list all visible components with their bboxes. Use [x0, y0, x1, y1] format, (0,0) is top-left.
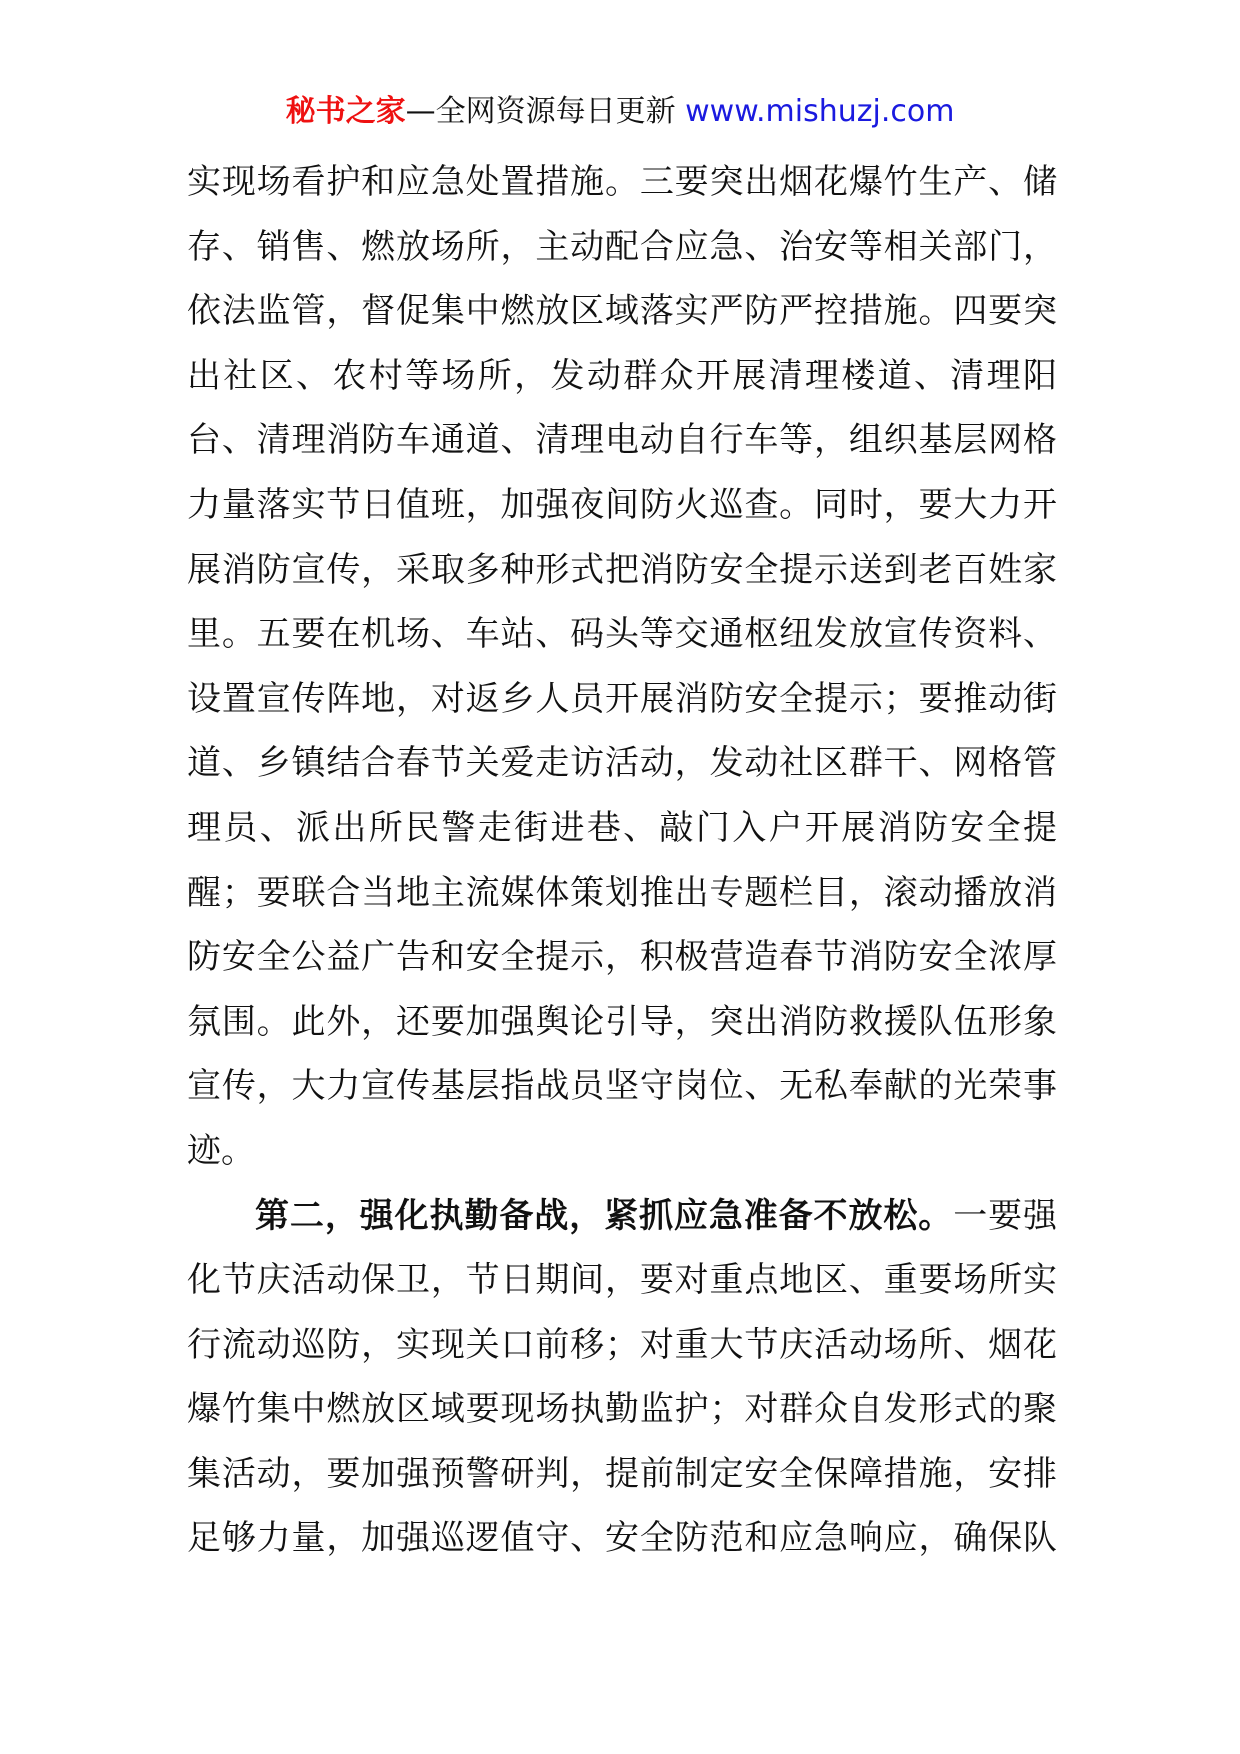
text-line: 宣传，大力宣传基层指战员坚守岗位、无私奉献的光荣事 [187, 1066, 1057, 1107]
text-line: 实现场看护和应急处置措施。三要突出烟花爆竹生产、储 [187, 162, 1057, 202]
site-header [0, 92, 1240, 132]
text-line: 化节庆活动保卫，节日期间，要对重点地区、重要场所实 [187, 1260, 1057, 1301]
text-line: 道、乡镇结合春节关爱走访活动，发动社区群干、网格管 [187, 743, 1057, 784]
text-line: 展消防宣传，采取多种形式把消防安全提示送到老百姓家 [187, 549, 1057, 590]
text-line: 出社区、农村等场所，发动群众开展清理楼道、清理阳 [187, 355, 1057, 396]
text-line: 设置宣传阵地，对返乡人员开展消防安全提示；要推动街 [187, 678, 1057, 719]
text-line: 行流动巡防，实现关口前移；对重大节庆活动场所、烟花 [187, 1324, 1057, 1365]
text-line: 氛围。此外，还要加强舆论引导，突出消防救援队伍形象 [187, 1001, 1057, 1042]
text-line: 理员、派出所民警走街进巷、敲门入户开展消防安全提 [187, 807, 1057, 848]
site-url-link[interactable]: www.mishuzj.com [685, 94, 955, 129]
text-line: 足够力量，加强巡逻值守、安全防范和应急响应，确保队 [187, 1518, 1057, 1559]
text-run: 一要强 [953, 1195, 1058, 1236]
document-body [187, 150, 1057, 1571]
text-line: 防安全公益广告和安全提示，积极营造春节消防安全浓厚 [187, 937, 1057, 978]
text-line: 台、清理消防车通道、清理电动自行车等，组织基层网格 [187, 420, 1057, 461]
text-line: 醒；要联合当地主流媒体策划推出专题栏目，滚动播放消 [187, 872, 1057, 913]
paragraph-2 [187, 1184, 1057, 1572]
paragraph-1 [187, 150, 1057, 1184]
text-line: 迹。 [187, 1130, 255, 1171]
text-line: 集活动，要加强预警研判，提前制定安全保障措施，安排 [187, 1453, 1057, 1494]
text-line: 里。五要在机场、车站、码头等交通枢纽发放宣传资料、 [187, 614, 1057, 655]
text-line: 爆竹集中燃放区域要现场执勤监护；对群众自发形式的聚 [187, 1389, 1057, 1430]
paragraph-2-first-line [187, 1184, 1057, 1249]
site-brand: 秘书之家 [285, 94, 406, 129]
text-line: 存、销售、燃放场所，主动配合应急、治安等相关部门， [187, 226, 1057, 267]
section-heading: 第二，强化执勤备战，紧抓应急准备不放松。 [255, 1195, 954, 1236]
site-tagline: —全网资源每日更新 [405, 94, 676, 129]
text-line: 依法监管，督促集中燃放区域落实严防严控措施。四要突 [187, 291, 1057, 332]
text-line: 力量落实节日值班，加强夜间防火巡查。同时，要大力开 [187, 484, 1057, 525]
